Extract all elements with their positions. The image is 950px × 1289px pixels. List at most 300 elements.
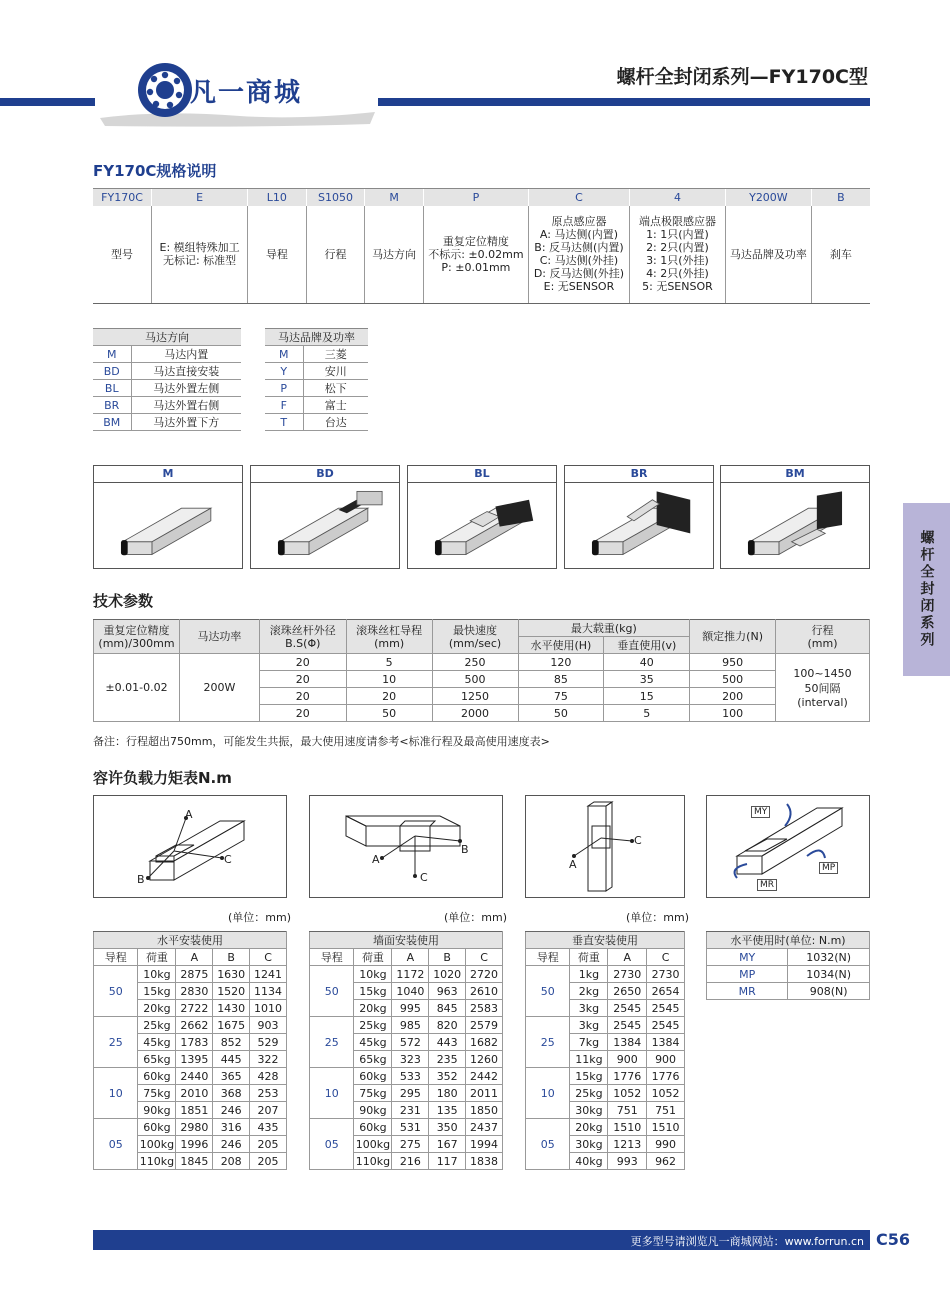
wall-cell: 1040 <box>392 983 429 1000</box>
vertical-row <box>526 966 685 983</box>
vertical-cell: 751 <box>647 1102 685 1119</box>
wall-cell: 1850 <box>466 1102 503 1119</box>
vertical-cell: 900 <box>647 1051 685 1068</box>
wall-col: C <box>466 949 503 966</box>
horizontal-cell: 322 <box>250 1051 287 1068</box>
wall-title-row <box>310 932 503 949</box>
vertical-row <box>526 1119 685 1136</box>
th-accuracy: 重复定位精度 (mm)/300mm <box>94 620 180 654</box>
tech-row <box>94 654 870 671</box>
wall-cell: 117 <box>429 1153 466 1170</box>
diagram-h-label-c: C <box>224 853 232 866</box>
spec-code-4: M <box>365 189 424 206</box>
motor-brand-row <box>265 346 368 363</box>
motor-image-bd <box>250 465 400 569</box>
horizontal-cell: 2010 <box>176 1085 213 1102</box>
vertical-cell: 40kg <box>570 1153 608 1170</box>
vertical-cell: 2kg <box>570 983 608 1000</box>
actuator-illustration <box>251 483 399 571</box>
motor-direction-row <box>93 363 241 380</box>
spec-desc-line: A: 马达侧(内置) <box>539 228 619 242</box>
spec-desc-line: E: 模组特殊加工 <box>159 241 240 255</box>
spec-desc-line: 4: 2只(外挂) <box>646 267 709 281</box>
horizontal-cell: 2980 <box>176 1119 213 1136</box>
static-row <box>707 983 870 1000</box>
side-tab-label: 螺杆全封闭系列 <box>918 530 935 649</box>
vertical-col: 导程 <box>526 949 570 966</box>
side-tab <box>903 503 950 676</box>
brand-name: 凡一商城 <box>190 78 303 108</box>
horizontal-cell: 1134 <box>250 983 287 1000</box>
motor-image-label: BD <box>251 466 399 483</box>
diagram-v-label-c: C <box>634 834 642 847</box>
spec-desc-line: 行程 <box>324 247 347 261</box>
vertical-cell: 900 <box>608 1051 647 1068</box>
static-title: 水平使用时(单位: N.m) <box>707 932 870 949</box>
tech-cell: 100 <box>690 705 776 722</box>
table-vertical <box>525 931 685 1170</box>
vertical-cell: 30kg <box>570 1136 608 1153</box>
motor-direction-value: 马达外置左侧 <box>131 380 241 397</box>
actuator-illustration <box>565 483 713 571</box>
spec-desc-0 <box>93 206 152 304</box>
vertical-cell: 1384 <box>608 1034 647 1051</box>
vertical-cell: 11kg <box>570 1051 608 1068</box>
spec-desc-line: 型号 <box>111 247 134 261</box>
wall-cell: 2579 <box>466 1017 503 1034</box>
vertical-row <box>526 1068 685 1085</box>
horizontal-cell: 1395 <box>176 1051 213 1068</box>
horizontal-lead: 50 <box>94 966 138 1017</box>
tech-cell: 20 <box>259 671 346 688</box>
spec-desc-line: E: 无SENSOR <box>543 280 615 294</box>
vertical-cell: 30kg <box>570 1102 608 1119</box>
horizontal-cell: 15kg <box>138 983 176 1000</box>
label-mp: MP <box>819 862 838 874</box>
vertical-cell: 1213 <box>608 1136 647 1153</box>
diagram-h-label-b: B <box>137 873 145 886</box>
spec-desc-6 <box>528 206 629 304</box>
wall-cell: 25kg <box>354 1017 392 1034</box>
spec-desc-line: 马达方向 <box>372 247 417 261</box>
th-stroke: 行程 (mm) <box>776 620 870 654</box>
stroke-line: (interval) <box>797 695 848 709</box>
vertical-cell: 3kg <box>570 1000 608 1017</box>
diagram-v-label-a: A <box>569 858 577 871</box>
vertical-cell: 15kg <box>570 1068 608 1085</box>
static-value: 908(N) <box>788 983 870 1000</box>
motor-brand-value: 富士 <box>303 397 368 414</box>
wall-cell: 2442 <box>466 1068 503 1085</box>
static-value: 1034(N) <box>788 966 870 983</box>
vertical-cell: 990 <box>647 1136 685 1153</box>
vertical-cell: 1510 <box>647 1119 685 1136</box>
unit-wall: (单位：mm) <box>444 911 508 924</box>
vertical-col: 荷重 <box>570 949 608 966</box>
motor-brand-value: 松下 <box>303 380 368 397</box>
vertical-col: A <box>608 949 647 966</box>
horizontal-cell: 25kg <box>138 1017 176 1034</box>
spec-desc-line: 3: 1只(外挂) <box>646 254 709 268</box>
vertical-cell: 2545 <box>647 1000 685 1017</box>
horizontal-cell: 1010 <box>250 1000 287 1017</box>
horizontal-lead: 05 <box>94 1119 138 1170</box>
horizontal-cell: 1851 <box>176 1102 213 1119</box>
horizontal-cell: 1675 <box>213 1017 250 1034</box>
vertical-lead: 10 <box>526 1068 570 1119</box>
tech-cell: 2000 <box>432 705 518 722</box>
tech-cell: 75 <box>518 688 604 705</box>
horizontal-title: 水平安装使用 <box>94 932 287 949</box>
horizontal-title-row <box>94 932 287 949</box>
wall-cell: 75kg <box>354 1085 392 1102</box>
wall-cell: 1838 <box>466 1153 503 1170</box>
spec-desc-9 <box>811 206 870 304</box>
vertical-cell: 3kg <box>570 1017 608 1034</box>
motor-direction-row <box>93 414 241 431</box>
wall-cell: 572 <box>392 1034 429 1051</box>
motor-direction-code: BR <box>93 397 131 414</box>
spec-desc-line: 5: 无SENSOR <box>642 280 713 294</box>
wall-cell: 2011 <box>466 1085 503 1102</box>
th-lead: 滚珠丝杠导程 (mm) <box>346 620 432 654</box>
horizontal-cell: 1430 <box>213 1000 250 1017</box>
wall-cell: 20kg <box>354 1000 392 1017</box>
wall-cell: 231 <box>392 1102 429 1119</box>
vertical-cell: 7kg <box>570 1034 608 1051</box>
motor-image-label: BR <box>565 466 713 483</box>
wall-cell: 60kg <box>354 1119 392 1136</box>
header-bar-right <box>378 98 870 106</box>
spec-desc-line: D: 反马达侧(外挂) <box>533 267 625 281</box>
horizontal-cell: 10kg <box>138 966 176 983</box>
wall-lead: 05 <box>310 1119 354 1170</box>
horizontal-cell: 428 <box>250 1068 287 1085</box>
vertical-cell: 25kg <box>570 1085 608 1102</box>
spec-desc-line: 2: 2只(内置) <box>646 241 709 255</box>
motor-direction-table <box>93 328 241 431</box>
horizontal-cell: 435 <box>250 1119 287 1136</box>
motor-brand-value: 三菱 <box>303 346 368 363</box>
wall-row <box>310 1068 503 1085</box>
footer-text: 更多型号请浏览凡一商城网站：www.forrun.cn <box>630 1235 864 1248</box>
horizontal-col: C <box>250 949 287 966</box>
motor-direction-value: 马达直接安装 <box>131 363 241 380</box>
wall-cell: 1682 <box>466 1034 503 1051</box>
spec-desc-line: 不标示: ±0.02mm <box>428 247 524 261</box>
motor-direction-code: M <box>93 346 131 363</box>
horizontal-cell: 1996 <box>176 1136 213 1153</box>
tech-cell: 500 <box>432 671 518 688</box>
horizontal-cell: 2875 <box>176 966 213 983</box>
horizontal-cell: 368 <box>213 1085 250 1102</box>
tech-cell: 250 <box>432 654 518 671</box>
motor-brand-value: 台达 <box>303 414 368 431</box>
vertical-cell: 751 <box>608 1102 647 1119</box>
vertical-cell: 20kg <box>570 1119 608 1136</box>
motor-direction-value: 马达外置右侧 <box>131 397 241 414</box>
vertical-cell: 993 <box>608 1153 647 1170</box>
th-horizontal: 水平使用(H) <box>518 637 604 654</box>
unit-horizontal: (单位：mm) <box>228 911 292 924</box>
vertical-cell: 2545 <box>608 1000 647 1017</box>
spec-desc-line: 1: 1只(内置) <box>646 228 709 242</box>
spec-code-2: L10 <box>248 189 307 206</box>
motor-brand-value: 安川 <box>303 363 368 380</box>
horizontal-cell: 207 <box>250 1102 287 1119</box>
motor-direction-code: BL <box>93 380 131 397</box>
horizontal-cell: 246 <box>213 1136 250 1153</box>
wall-cell: 350 <box>429 1119 466 1136</box>
motor-brand-code: P <box>265 380 303 397</box>
spec-code-3: S1050 <box>306 189 365 206</box>
motor-brand-title: 马达品牌及功率 <box>265 329 368 346</box>
tech-section-title: 技术参数 <box>93 592 154 610</box>
spec-desc-line: C: 马达侧(外挂) <box>539 254 619 268</box>
tech-cell: 500 <box>690 671 776 688</box>
wall-col-header <box>310 949 503 966</box>
vertical-cell: 2545 <box>647 1017 685 1034</box>
horizontal-cell: 903 <box>250 1017 287 1034</box>
spec-code-9: B <box>811 189 870 206</box>
horizontal-cell: 205 <box>250 1136 287 1153</box>
wall-cell: 60kg <box>354 1068 392 1085</box>
wall-cell: 235 <box>429 1051 466 1068</box>
static-value: 1032(N) <box>788 949 870 966</box>
tech-note: 备注：行程超出750mm，可能发生共振，最大使用速度请参考<标准行程及最高使用速度表> <box>93 735 550 748</box>
wall-cell: 531 <box>392 1119 429 1136</box>
horizontal-cell: 65kg <box>138 1051 176 1068</box>
motor-brand-table <box>265 328 368 431</box>
wall-row <box>310 1017 503 1034</box>
spec-desc-line: 马达品牌及功率 <box>729 247 807 261</box>
horizontal-cell: 852 <box>213 1034 250 1051</box>
horizontal-cell: 2830 <box>176 983 213 1000</box>
motor-direction-value: 马达外置下方 <box>131 414 241 431</box>
header-bar-left <box>0 98 95 106</box>
wall-cell: 167 <box>429 1136 466 1153</box>
vertical-title-row <box>526 932 685 949</box>
horizontal-col: A <box>176 949 213 966</box>
stroke-line: 50间隔 <box>804 681 841 695</box>
diagram-vertical <box>525 795 685 898</box>
horizontal-row <box>94 1119 287 1136</box>
vertical-cell: 1776 <box>647 1068 685 1085</box>
wall-cell: 2610 <box>466 983 503 1000</box>
horizontal-cell: 2662 <box>176 1017 213 1034</box>
wall-cell: 323 <box>392 1051 429 1068</box>
wall-cell: 45kg <box>354 1034 392 1051</box>
motor-direction-row <box>93 346 241 363</box>
wall-cell: 275 <box>392 1136 429 1153</box>
spec-code-7: 4 <box>629 189 725 206</box>
actuator-illustration <box>408 483 556 571</box>
vertical-cell: 2654 <box>647 983 685 1000</box>
wall-cell: 2437 <box>466 1119 503 1136</box>
stroke-value <box>776 654 870 722</box>
tech-cell: 40 <box>604 654 690 671</box>
vertical-lead: 25 <box>526 1017 570 1068</box>
wall-lead: 10 <box>310 1068 354 1119</box>
spec-desc-line: 重复定位精度 <box>442 234 509 248</box>
vertical-cell: 2650 <box>608 983 647 1000</box>
tech-cell: 950 <box>690 654 776 671</box>
motor-image-m <box>93 465 243 569</box>
motor-brand-row <box>265 414 368 431</box>
table-static <box>706 931 870 1000</box>
horizontal-cell: 1845 <box>176 1153 213 1170</box>
static-key: MR <box>707 983 788 1000</box>
horizontal-cell: 45kg <box>138 1034 176 1051</box>
th-vertical: 垂直使用(v) <box>604 637 690 654</box>
vertical-title: 垂直安装使用 <box>526 932 685 949</box>
wall-lead: 50 <box>310 966 354 1017</box>
vertical-cell: 1052 <box>608 1085 647 1102</box>
motor-brand-code: M <box>265 346 303 363</box>
spec-desc-1 <box>152 206 248 304</box>
wall-cell: 533 <box>392 1068 429 1085</box>
horizontal-cell: 365 <box>213 1068 250 1085</box>
horizontal-cell: 1241 <box>250 966 287 983</box>
vertical-cell: 2730 <box>647 966 685 983</box>
moment-section-title: 容许负载力矩表N.m <box>93 769 232 787</box>
vertical-row <box>526 1017 685 1034</box>
tech-cell: 1250 <box>432 688 518 705</box>
spec-code-6: C <box>528 189 629 206</box>
motor-brand-row <box>265 363 368 380</box>
horizontal-cell: 75kg <box>138 1085 176 1102</box>
vertical-cell: 1776 <box>608 1068 647 1085</box>
horizontal-cell: 1520 <box>213 983 250 1000</box>
horizontal-cell: 1783 <box>176 1034 213 1051</box>
vertical-cell: 1052 <box>647 1085 685 1102</box>
horizontal-cell: 246 <box>213 1102 250 1119</box>
spec-desc-line: 刹车 <box>829 247 852 261</box>
wall-cell: 995 <box>392 1000 429 1017</box>
horizontal-row <box>94 1017 287 1034</box>
horizontal-cell: 1630 <box>213 966 250 983</box>
spec-desc-8 <box>725 206 811 304</box>
table-horizontal <box>93 931 287 1170</box>
wall-cell: 65kg <box>354 1051 392 1068</box>
wall-cell: 1020 <box>429 966 466 983</box>
static-key: MP <box>707 966 788 983</box>
spec-desc-line: P: ±0.01mm <box>441 260 511 274</box>
tech-cell: 85 <box>518 671 604 688</box>
wall-col: 荷重 <box>354 949 392 966</box>
diagram-moments <box>706 795 870 898</box>
vertical-cell: 1510 <box>608 1119 647 1136</box>
static-key: MY <box>707 949 788 966</box>
tech-cell: 35 <box>604 671 690 688</box>
vertical-col-header <box>526 949 685 966</box>
motor-brand-code: F <box>265 397 303 414</box>
wall-cell: 1994 <box>466 1136 503 1153</box>
horizontal-cell: 2722 <box>176 1000 213 1017</box>
wall-cell: 845 <box>429 1000 466 1017</box>
wall-cell: 110kg <box>355 1154 391 1168</box>
label-my: MY <box>751 806 770 818</box>
tech-cell: 10 <box>346 671 432 688</box>
tech-cell: 20 <box>346 688 432 705</box>
wall-cell: 443 <box>429 1034 466 1051</box>
spec-desc-line: 端点极限感应器 <box>638 215 716 229</box>
wall-cell: 352 <box>429 1068 466 1085</box>
static-row <box>707 966 870 983</box>
wall-col: B <box>429 949 466 966</box>
horizontal-col: B <box>213 949 250 966</box>
motor-image-label: BL <box>408 466 556 483</box>
diagram-w-label-a: A <box>372 853 380 866</box>
spec-desc-line: B: 反马达侧(内置) <box>534 241 624 255</box>
vertical-lead: 50 <box>526 966 570 1017</box>
horizontal-cell: 60kg <box>138 1068 176 1085</box>
spec-desc-7 <box>629 206 725 304</box>
spec-desc-line: 无标记: 标准型 <box>162 254 237 268</box>
motor-image-br <box>564 465 714 569</box>
actuator-illustration <box>721 483 869 571</box>
wall-cell: 1260 <box>466 1051 503 1068</box>
static-title-row <box>707 932 870 949</box>
motor-direction-code: BM <box>93 414 131 431</box>
spec-section-title: FY170C规格说明 <box>93 162 217 180</box>
diagram-w-label-c: C <box>420 871 428 884</box>
tech-cell: 50 <box>346 705 432 722</box>
wall-cell: 963 <box>429 983 466 1000</box>
horizontal-cell: 445 <box>213 1051 250 1068</box>
tech-cell: 15 <box>604 688 690 705</box>
wall-cell: 1172 <box>392 966 429 983</box>
vertical-cell: 1384 <box>647 1034 685 1051</box>
vertical-col: C <box>647 949 685 966</box>
horizontal-cell: 100kg <box>139 1137 175 1151</box>
unit-vertical: (单位：mm) <box>626 911 690 924</box>
wall-cell: 180 <box>429 1085 466 1102</box>
wall-cell: 135 <box>429 1102 466 1119</box>
wall-cell: 2583 <box>466 1000 503 1017</box>
spec-desc-2 <box>248 206 307 304</box>
wall-row <box>310 1119 503 1136</box>
tech-cell: 5 <box>346 654 432 671</box>
wall-cell: 820 <box>429 1017 466 1034</box>
tech-table <box>93 619 870 722</box>
wall-row <box>310 966 503 983</box>
wall-title: 墙面安装使用 <box>310 932 503 949</box>
vertical-cell: 1kg <box>570 966 608 983</box>
spec-code-8: Y200W <box>725 189 811 206</box>
horizontal-cell: 60kg <box>138 1119 176 1136</box>
motor-brand-row <box>265 380 368 397</box>
motor-direction-row <box>93 380 241 397</box>
vertical-cell: 2545 <box>608 1017 647 1034</box>
wall-cell: 2720 <box>466 966 503 983</box>
horizontal-cell: 316 <box>213 1119 250 1136</box>
th-diameter: 滚珠丝杆外径 B.S(Φ) <box>259 620 346 654</box>
spec-code-0: FY170C <box>93 189 152 206</box>
motor-direction-code: BD <box>93 363 131 380</box>
motor-direction-value: 马达内置 <box>131 346 241 363</box>
table-wall <box>309 931 503 1170</box>
tech-cell: 20 <box>259 654 346 671</box>
horizontal-cell: 205 <box>250 1153 287 1170</box>
horizontal-row <box>94 1068 287 1085</box>
stroke-line: 100~1450 <box>793 666 852 680</box>
spec-desc-line: 原点感应器 <box>551 215 607 229</box>
motor-image-bl <box>407 465 557 569</box>
horizontal-cell: 253 <box>250 1085 287 1102</box>
label-mr: MR <box>757 879 777 891</box>
vertical-lead: 05 <box>526 1119 570 1170</box>
